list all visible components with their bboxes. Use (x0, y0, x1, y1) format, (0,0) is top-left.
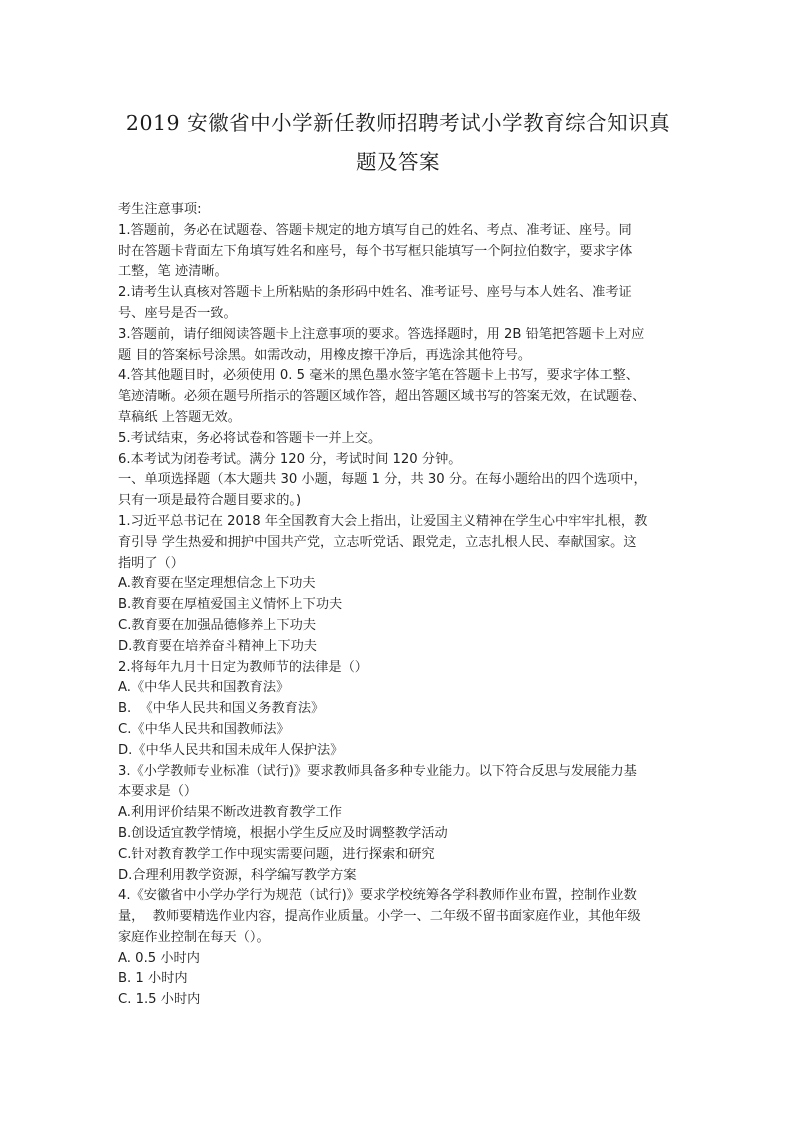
question-2-option-c: C.《中华人民共和国教师法》 (118, 721, 290, 737)
question-1-option-c: C.教育要在加强品德修养上下功夫 (118, 617, 317, 633)
question-3-stem: 3.《小学教师专业标准（试行)》要求教师具备多种专业能力。以下符合反思与发展能力基 本要求是（） (118, 763, 637, 800)
notice-item-6: 6.本考试为闭卷考试。满分 120 分，考试时间 120 分钟。 (118, 451, 462, 467)
document-title (118, 104, 678, 182)
section-heading: 一、单项选择题（本大题共 30 小题，每题 1 分，共 30 分。在每小题给出的四个选项中， 只有一项是最符合题目要求的。) (118, 472, 647, 509)
question-4-option-c: C. 1.5 小时内 (118, 992, 201, 1008)
notice-item-3: 3.答题前，请仔细阅读答题卡上注意事项的要求。答选择题时，用 2B 铅笔把答题卡上对应 题 目的答案标号涂黑。如需改动，用橡皮擦干净后，再选涂其他符号。 (118, 326, 645, 363)
notice-heading: 考生注意事项: (118, 202, 202, 217)
question-3-option-c: C.针对教育教学工作中现实需要问题，进行探索和研究 (118, 846, 435, 862)
notice-item-4: 4.答其他题目时，必须使用 0. 5 毫米的黑色墨水签字笔在答题卡上书写，要求字体工整、 笔迹清晰。必须在题号所指示的答题区域作答，超出答题区域书写的答案无效，在试题卷、 草稿纸 上答题无效。 (118, 368, 646, 425)
question-1-option-b: B.教育要在厚植爱国主义情怀上下功夫 (118, 597, 343, 613)
question-1-option-d: D.教育要在培养奋斗精神上下功夫 (118, 638, 317, 654)
notice-item-2: 2.请考生认真核对答题卡上所粘贴的条形码中姓名、准考证号、座号与本人姓名、准考证 号、座号是否一致。 (118, 285, 632, 321)
question-4-option-b: B. 1 小时内 (118, 971, 188, 987)
question-3-option-b: B.创设适宜教学情境，根据小学生反应及时调整教学活动 (118, 825, 448, 841)
question-4-stem: 4.《安徽省中小学办学行为规范（试行)》要求学校统筹各学科教师作业布置，控制作业数 量， 教师要精选作业内容，提高作业质量。小学一、二年级不留书面家庭作业，其他年级 家庭作业控制在每天（）。 (118, 888, 641, 945)
title-line-1: 2019 安徽省中小学新任教师招聘考试小学教育综合知识真 (125, 111, 671, 135)
question-2-stem: 2.将每年九月十日定为教师节的法律是（） (118, 659, 368, 675)
document-body (118, 200, 680, 1011)
question-3-option-d: D.合理利用教学资源，科学编写教学方案 (118, 867, 357, 883)
question-2-option-a: A.《中华人民共和国教育法》 (118, 680, 290, 696)
question-4-option-a: A. 0.5 小时内 (118, 950, 200, 966)
title-line-2: 题及答案 (356, 150, 440, 174)
question-2-option-b: B. 《中华人民共和国义务教育法》 (118, 701, 325, 717)
question-2-option-d: D.《中华人民共和国未成年人保护法》 (118, 742, 344, 758)
question-3-option-a: A.利用评价结果不断改进教育教学工作 (118, 805, 342, 821)
notice-item-1: 1.答题前，务必在试题卷、答题卡规定的地方填写自己的姓名、考点、准考证、座号。同 时在答题卡背面左下角填写姓名和座号，每个书写框只能填写一个阿拉伯数字，要求字体 工整，笔 迹清晰。 (118, 222, 633, 280)
question-1-option-a: A.教育要在坚定理想信念上下功夫 (118, 576, 316, 592)
question-1-stem: 1.习近平总书记在 2018 年全国教育大会上指出，让爱国主义精神在学生心中牢牢扎根，教 育引导 学生热爱和拥护中国共产党，立志听党话、跟党走，立志扎根人民、奉献国家。这 指明了（） (118, 513, 648, 571)
notice-item-5: 5.考试结束，务必将试卷和答题卡一并上交。 (118, 430, 382, 446)
